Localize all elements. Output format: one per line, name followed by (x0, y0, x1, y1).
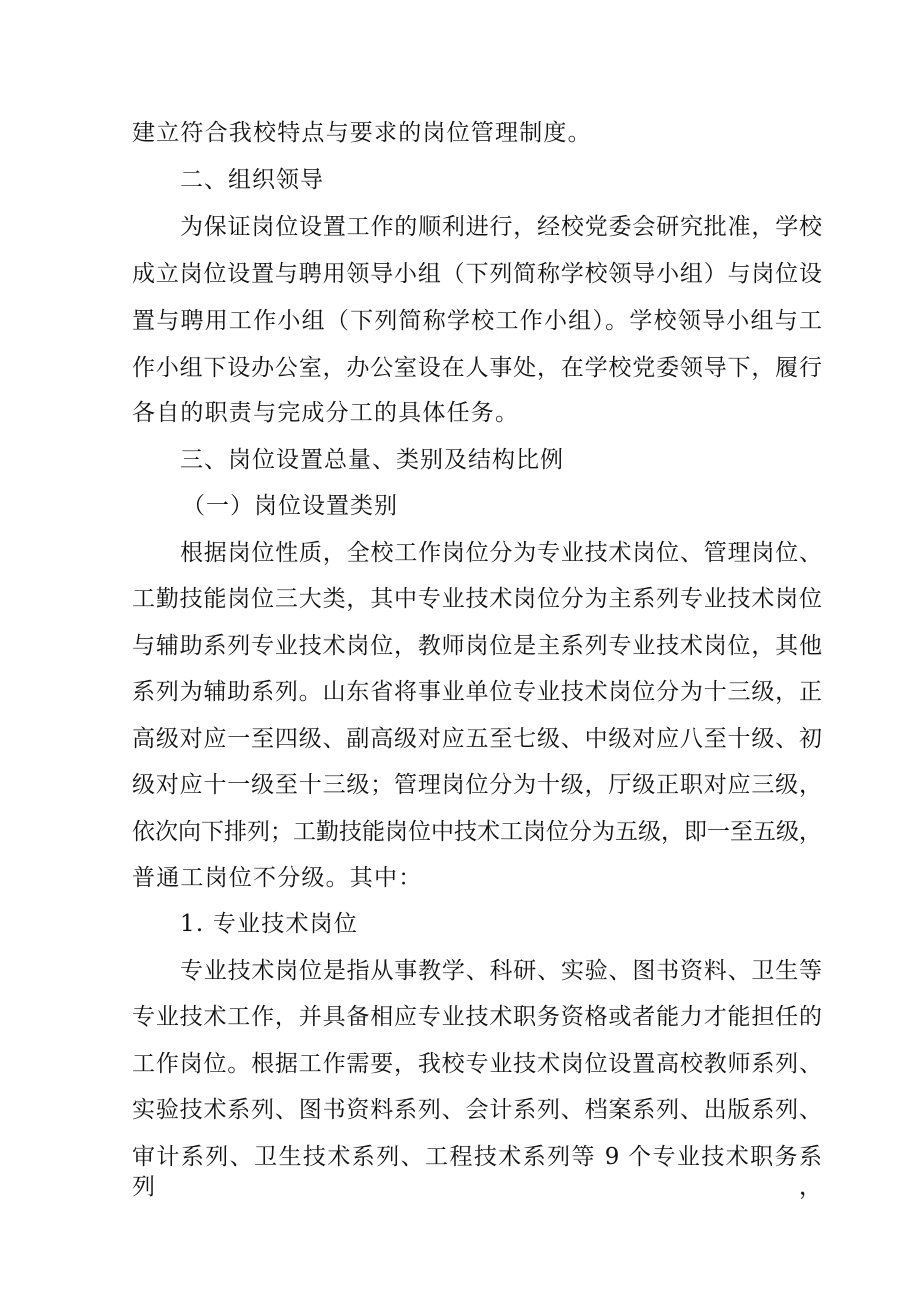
paragraph-line: 实验技术系列、图书资料系列、会计系列、档案系列、出版系列、 (132, 1097, 822, 1123)
paragraph-line: 成立岗位设置与聘用领导小组（下列简称学校领导小组）与岗位设 (132, 261, 822, 287)
paragraph-line: 为保证岗位设置工作的顺利进行，经校党委会研究批准，学校 (180, 214, 822, 240)
paragraph-line: 依次向下排列；工勤技能岗位中技术工岗位分为五级，即一至五级， (132, 819, 822, 845)
item-heading-professional: 1. 专业技术岗位 (180, 911, 359, 937)
paragraph-line: 置与聘用工作小组（下列简称学校工作小组）。学校领导小组与工 (132, 308, 822, 334)
subsection-heading-categories: （一）岗位设置类别 (182, 493, 398, 519)
paragraph-line: 高级对应一至四级、副高级对应五至七级、中级对应八至十级、初 (132, 726, 822, 752)
section-heading-organization: 二、组织领导 (180, 167, 324, 193)
paragraph-line: 专业技术工作，并具备相应专业技术职务资格或者能力才能担任的 (132, 1004, 822, 1030)
paragraph-line: 各自的职责与完成分工的具体任务。 (132, 400, 520, 426)
paragraph-line: 专业技术岗位是指从事教学、科研、实验、图书资料、卫生等 (180, 958, 822, 984)
paragraph-line: 普通工岗位不分级。其中： (132, 865, 423, 891)
section-heading-positions: 三、岗位设置总量、类别及结构比例 (180, 447, 564, 473)
paragraph-line: 与辅助系列专业技术岗位，教师岗位是主系列专业技术岗位，其他 (132, 633, 822, 659)
paragraph-line: 工勤技能岗位三大类，其中专业技术岗位分为主系列专业技术岗位 (132, 586, 822, 612)
paragraph-line: 级对应十一级至十三级；管理岗位分为十级，厅级正职对应三级， (132, 772, 822, 798)
paragraph-line: 系列为辅助系列。山东省将事业单位专业技术岗位分为十三级，正 (132, 679, 822, 705)
paragraph-line: 作小组下设办公室，办公室设在人事处，在学校党委领导下，履行 (132, 355, 822, 381)
paragraph-line: 建立符合我校特点与要求的岗位管理制度。 (132, 120, 592, 146)
paragraph-line: 根据岗位性质，全校工作岗位分为专业技术岗位、管理岗位、 (180, 540, 822, 566)
paragraph-line: 审计系列、卫生技术系列、工程技术系列等 9 个专业技术职务系列， (132, 1144, 822, 1200)
paragraph-line: 工作岗位。根据工作需要，我校专业技术岗位设置高校教师系列、 (132, 1051, 822, 1077)
